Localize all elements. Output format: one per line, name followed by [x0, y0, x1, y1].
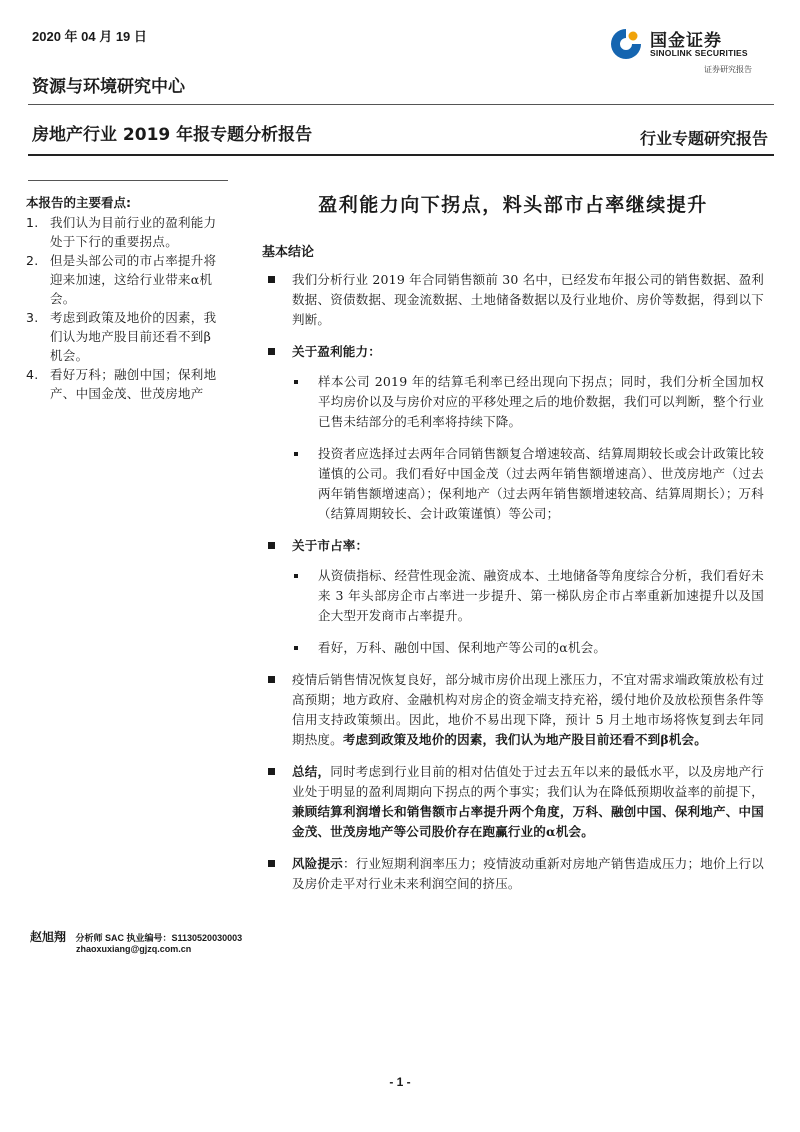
key-point-text: 考虑到政策及地价的因素，我们认为地产股目前还看不到β机会。	[50, 310, 217, 363]
sinolink-logo	[608, 26, 778, 76]
report-title: 房地产行业 2019 年报专题分析报告	[32, 125, 313, 145]
sidebar-divider	[28, 180, 228, 181]
page-number: - 1 -	[389, 1075, 411, 1089]
logo-english-name: SINOLINK SECURITIES	[650, 48, 748, 58]
report-type: 行业专题研究报告	[639, 129, 768, 148]
main-content	[262, 190, 764, 906]
summary-conclusion: 兼顾结算利润增长和销售额市占率提升两个角度，万科、融创中国、保利地产、中国金茂、世茂房地产等公司股价存在跑赢行业的α机会。	[292, 804, 764, 839]
sinolink-logo-icon	[608, 26, 644, 62]
summary-lead: 总结，	[292, 764, 331, 779]
profit-point-2: 投资者应选择过去两年合同销售额复合增速较高、结算周期较长或会计政策比较谨慎的公司。我们看好中国金茂（过去两年销售额增速高）、世茂房地产（过去两年销售额增速高）；保利地产（过去两年销售额增速较高、结算周期长）；万科（结算周期较长、会计政策谨慎）等公司；	[262, 444, 764, 524]
summary-paragraph	[262, 762, 764, 842]
key-point-text: 我们认为目前行业的盈利能力处于下行的重要拐点。	[50, 215, 217, 249]
analyst-name: 赵旭翔	[30, 930, 67, 944]
market-share-point-1: 从资债指标、经营性现金流、融资成本、土地储备等角度综合分析，我们看好未来 3 年头部房企市占率进一步提升、第一梯队房企市占率重新加速提升以及国企大型开发商市占率提升。	[262, 566, 764, 626]
summary-text: 同时考虑到行业目前的相对估值处于过去五年以来的最低水平，以及房地产行业处于明显的盈利周期向下拐点的两个事实；我们认为在降低预期收益率的前提下，	[292, 764, 764, 799]
key-point-text: 看好万科；融创中国；保利地产、中国金茂、世茂房地产	[50, 367, 217, 401]
section-heading: 基本结论	[262, 245, 315, 260]
key-point-number: 4.	[26, 367, 39, 382]
key-point-item	[26, 308, 226, 365]
key-point-item	[26, 365, 226, 403]
key-point-text: 但是头部公司的市占率提升将迎来加速，这给行业带来α机会。	[50, 253, 217, 306]
market-share-point-2: 看好，万科、融创中国、保利地产等公司的α机会。	[262, 638, 764, 658]
key-points-sidebar	[26, 193, 226, 403]
conclusion-intro: 我们分析行业 2019 年合同销售额前 30 名中，已经发布年报公司的销售数据、盈利数据、资债数据、现金流数据、土地储备数据以及行业地价、房价等数据，得到以下判断。	[262, 270, 764, 330]
covid-text: 疫情后销售情况恢复良好，部分城市房价出现上涨压力，不宜对需求端政策放松有过高预期；地方政府、金融机构对房企的资金端支持充裕，缓付地价及放松预售条件等信用支持政策频出。因此，地价不易出现下降，预计 5 月土地市场将恢复到去年同期热度。	[292, 672, 764, 747]
key-point-number: 3.	[26, 310, 39, 325]
key-points-title: 本报告的主要看点:	[26, 195, 131, 210]
analyst-email[interactable]: zhaoxuxiang@gjzq.com.cn	[76, 944, 192, 954]
logo-chinese-name: 国金证券	[650, 31, 722, 51]
covid-conclusion: 考虑到政策及地价的因素，我们认为地产股目前还看不到β机会。	[342, 732, 707, 747]
profit-point-1: 样本公司 2019 年的结算毛利率已经出现向下拐点；同时，我们分析全国加权平均房价以及与房价对应的平移处理之后的地价数据，我们可以判断，整个行业已售未结部分的毛利率将持续下降。	[262, 372, 764, 432]
analyst-cert: 分析师 SAC 执业编号：S1130520030003	[75, 933, 243, 943]
title-divider	[28, 154, 774, 156]
analyst-info	[30, 928, 242, 945]
risk-lead: 风险提示	[292, 856, 344, 871]
profit-heading: 关于盈利能力：	[262, 342, 764, 362]
research-center: 资源与环境研究中心	[32, 77, 185, 97]
covid-paragraph	[262, 670, 764, 750]
key-point-item	[26, 251, 226, 308]
key-point-number: 1.	[26, 215, 39, 230]
logo-subtitle: 证券研究报告	[704, 65, 752, 74]
key-point-number: 2.	[26, 253, 39, 268]
headline: 盈利能力向下拐点，料头部市占率继续提升	[318, 194, 708, 216]
market-share-heading: 关于市占率：	[262, 536, 764, 556]
key-point-item	[26, 213, 226, 251]
risk-text: ：行业短期利润率压力；疫情波动重新对房地产销售造成压力；地价上行以及房价走平对行业未来利润空间的挤压。	[292, 856, 764, 891]
key-points-list	[26, 213, 226, 403]
risk-paragraph	[262, 854, 764, 894]
report-date: 2020 年 04 月 19 日	[32, 29, 147, 44]
header-divider	[28, 104, 774, 105]
